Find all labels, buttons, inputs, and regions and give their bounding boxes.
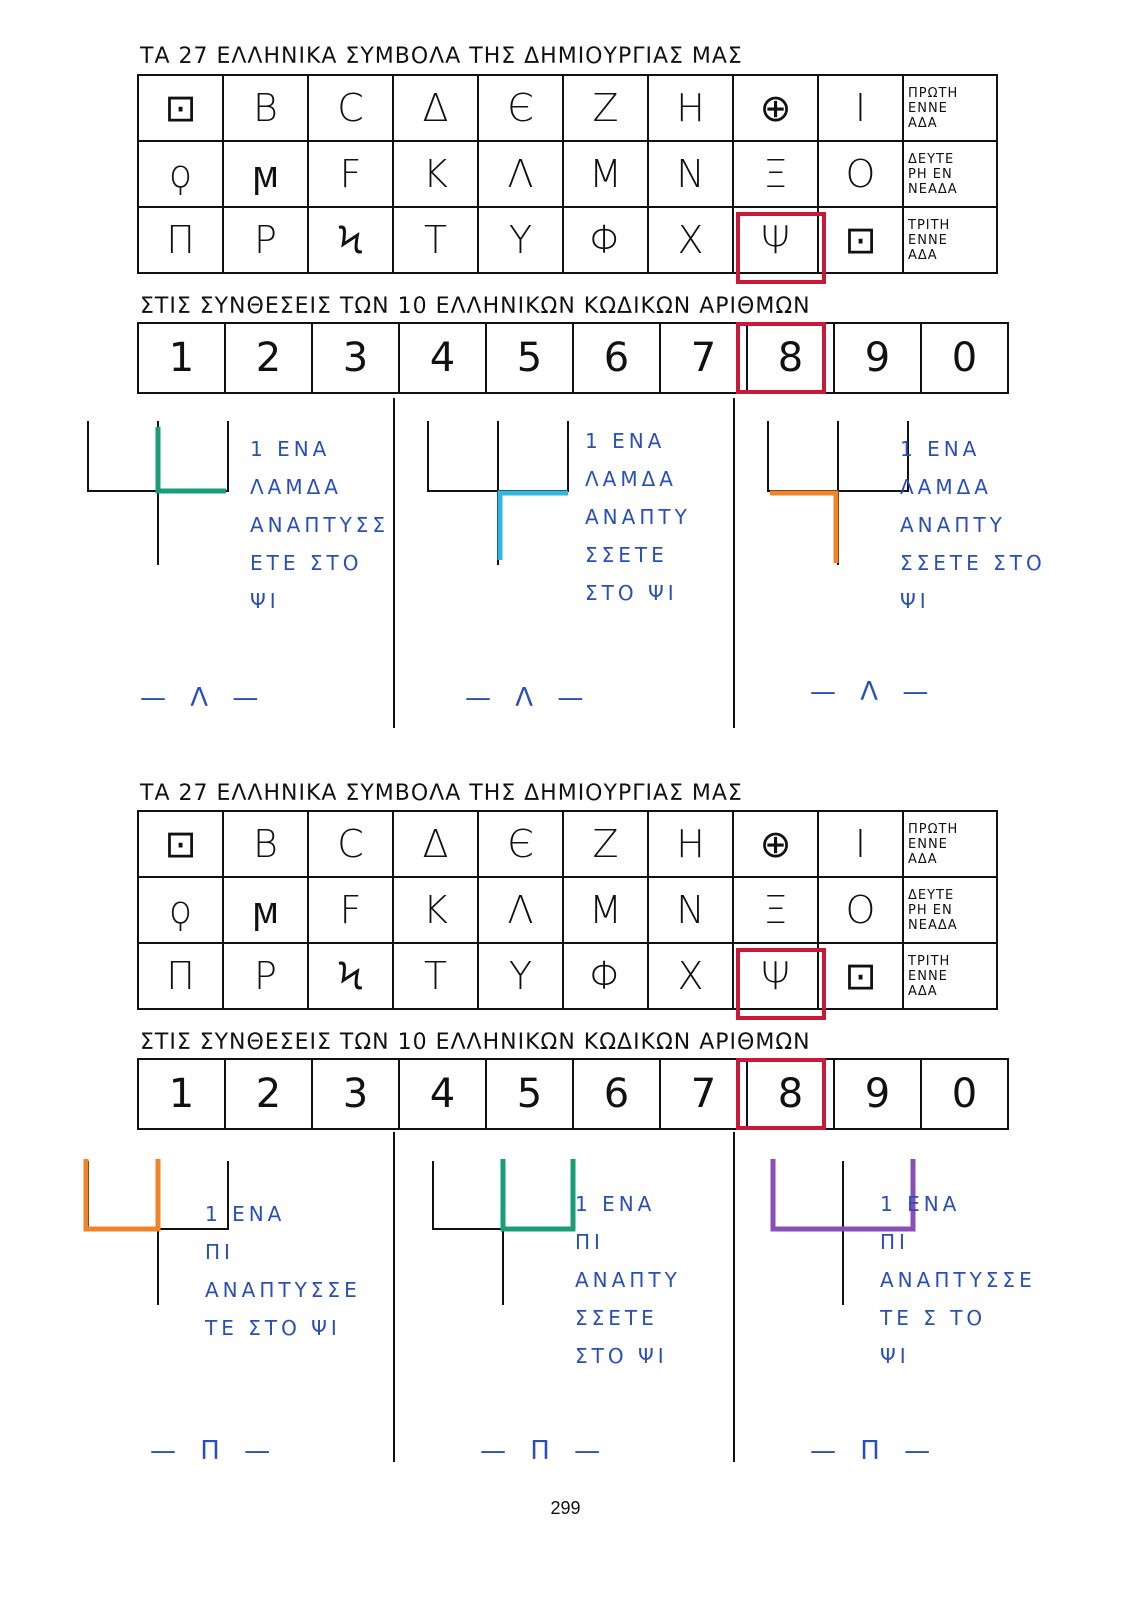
- numbers-header: ΣΤΙΣ ΣΥΝΘΕΣΕΙΣ ΤΩΝ 10 ΕΛΛΗΝΙΚΩΝ ΚΩΔΙΚΩΝ ΑΡΙΘΜΩΝ: [140, 294, 811, 319]
- number-cell: 6: [573, 1059, 660, 1129]
- row-label: ΔΕΥΤΕ ΡΗ ΕΝ ΝΕΑΔΑ: [903, 877, 997, 943]
- pi-mark: — Π —: [480, 1436, 609, 1466]
- pi-mark: — Π —: [150, 1436, 279, 1466]
- symbol-cell: B: [223, 811, 308, 877]
- alphabet-grid: [137, 810, 998, 1010]
- lambda-mark: — Λ —: [140, 683, 267, 713]
- symbol-cell: P: [223, 943, 308, 1009]
- symbol-cell: P: [223, 207, 308, 273]
- eight-highlight: [736, 1058, 826, 1130]
- symbol-cell: M: [563, 877, 648, 943]
- psi-highlight: [736, 948, 826, 1020]
- alphabet-header: ΤΑ 27 ΕΛΛΗΝΙΚΑ ΣΥΜΒΟΛΑ ΤΗΣ ΔΗΜΙΟΥΡΓΙΑΣ ΜΑΣ: [140, 44, 743, 69]
- symbol-cell: Π: [138, 207, 223, 273]
- symbol-cell: ϻ: [223, 141, 308, 207]
- number-cell: 8: [747, 323, 834, 393]
- symbol-cell: C: [308, 811, 393, 877]
- symbol-cell: K: [393, 141, 478, 207]
- symbol-cell: Λ: [478, 141, 563, 207]
- numbers-grid: [137, 1058, 1009, 1130]
- symbol-cell: C: [308, 75, 393, 141]
- number-cell: 5: [486, 323, 573, 393]
- psi-highlight: [736, 212, 826, 284]
- panel-divider: [393, 1132, 395, 1462]
- panel-instruction: 1 ΕΝΑ ΠΙ ΑΝΑΠΤΥΣΣΕ ΤΕ Σ ΤΟ ΨΙ: [880, 1192, 1036, 1368]
- number-cell: 4: [399, 323, 486, 393]
- symbol-cell: F: [308, 141, 393, 207]
- symbol-cell: I: [818, 811, 903, 877]
- symbol-cell: ⊕: [733, 811, 818, 877]
- symbol-cell: ⊡: [138, 811, 223, 877]
- symbol-cell: Ξ: [733, 141, 818, 207]
- page-number: 299: [550, 1498, 581, 1518]
- symbol-cell: Ξ: [733, 877, 818, 943]
- panel-instruction: 1 ΕΝΑ ΛΑΜΔΑ ΑΝΑΠΤΥ ΣΣΕΤΕ ΣΤΟ ΨΙ: [585, 429, 691, 605]
- row-label: ΠΡΩΤΗ ΕΝΝΕ ΑΔΑ: [903, 811, 997, 877]
- symbol-cell: K: [393, 877, 478, 943]
- symbol-cell: ϙ: [138, 877, 223, 943]
- symbol-cell: B: [223, 75, 308, 141]
- symbol-cell: Z: [563, 75, 648, 141]
- symbol-cell: H: [648, 811, 733, 877]
- pi-psi-diagram: [425, 1155, 585, 1315]
- symbol-cell: ⊡: [818, 207, 903, 273]
- symbol-cell: ⊡: [138, 75, 223, 141]
- number-cell: 1: [138, 323, 225, 393]
- lambda-psi-diagram: [760, 415, 920, 575]
- number-cell: 7: [660, 323, 747, 393]
- number-cell: 9: [834, 323, 921, 393]
- symbol-cell: Y: [478, 207, 563, 273]
- row-label: ΤΡΙΤΗ ΕΝΝΕ ΑΔΑ: [903, 943, 997, 1009]
- symbol-cell: Ψ: [733, 943, 818, 1009]
- symbol-cell: ⊕: [733, 75, 818, 141]
- number-cell: 6: [573, 323, 660, 393]
- panel-instruction: 1 ΕΝΑ ΛΑΜΔΑ ΑΝΑΠΤΥΣΣ ΕΤΕ ΣΤΟ ΨΙ: [250, 437, 390, 613]
- symbol-cell: H: [648, 75, 733, 141]
- lambda-mark: — Λ —: [465, 683, 592, 713]
- panel-divider: [733, 398, 735, 728]
- symbol-cell: O: [818, 877, 903, 943]
- panel-instruction: 1 ΕΝΑ ΠΙ ΑΝΑΠΤΥ ΣΣΕΤΕ ΣΤΟ ΨΙ: [575, 1192, 681, 1368]
- number-cell: 2: [225, 323, 312, 393]
- number-cell: 3: [312, 323, 399, 393]
- pi-mark: — Π —: [810, 1436, 939, 1466]
- panel-instruction: 1 ΕΝΑ ΛΑΜΔΑ ΑΝΑΠΤΥ ΣΣΕΤΕ ΣΤΟ ΨΙ: [900, 437, 1046, 613]
- symbol-cell: ⊡: [818, 943, 903, 1009]
- row-label: ΤΡΙΤΗ ΕΝΝΕ ΑΔΑ: [903, 207, 997, 273]
- symbol-cell: T: [393, 943, 478, 1009]
- symbol-cell: Ψ: [733, 207, 818, 273]
- number-cell: 3: [312, 1059, 399, 1129]
- numbers-grid: [137, 322, 1009, 394]
- symbol-cell: Δ: [393, 811, 478, 877]
- symbol-cell: Є: [478, 75, 563, 141]
- symbol-cell: Λ: [478, 877, 563, 943]
- number-cell: 0: [921, 323, 1008, 393]
- symbol-cell: Φ: [563, 207, 648, 273]
- number-cell: 2: [225, 1059, 312, 1129]
- symbol-cell: O: [818, 141, 903, 207]
- lambda-psi-diagram: [80, 415, 240, 575]
- symbol-cell: X: [648, 207, 733, 273]
- alphabet-header: ΤΑ 27 ΕΛΛΗΝΙΚΑ ΣΥΜΒΟΛΑ ΤΗΣ ΔΗΜΙΟΥΡΓΙΑΣ ΜΑΣ: [140, 781, 743, 806]
- symbol-cell: I: [818, 75, 903, 141]
- number-cell: 7: [660, 1059, 747, 1129]
- symbol-cell: Є: [478, 811, 563, 877]
- number-cell: 0: [921, 1059, 1008, 1129]
- symbol-cell: Φ: [563, 943, 648, 1009]
- lambda-mark: — Λ —: [810, 677, 937, 707]
- number-cell: 8: [747, 1059, 834, 1129]
- symbol-cell: M: [563, 141, 648, 207]
- symbol-cell: X: [648, 943, 733, 1009]
- symbol-cell: Π: [138, 943, 223, 1009]
- number-cell: 9: [834, 1059, 921, 1129]
- symbol-cell: T: [393, 207, 478, 273]
- symbol-cell: N: [648, 877, 733, 943]
- panel-divider: [393, 398, 395, 728]
- number-cell: 5: [486, 1059, 573, 1129]
- lambda-psi-diagram: [420, 415, 580, 575]
- symbol-cell: Ϟ: [308, 943, 393, 1009]
- symbol-cell: ϙ: [138, 141, 223, 207]
- symbol-cell: ϻ: [223, 877, 308, 943]
- row-label: ΠΡΩΤΗ ΕΝΝΕ ΑΔΑ: [903, 75, 997, 141]
- eight-highlight: [736, 322, 826, 394]
- alphabet-grid: [137, 74, 998, 274]
- symbol-cell: Ϟ: [308, 207, 393, 273]
- symbol-cell: Δ: [393, 75, 478, 141]
- symbol-cell: N: [648, 141, 733, 207]
- symbol-cell: F: [308, 877, 393, 943]
- numbers-header: ΣΤΙΣ ΣΥΝΘΕΣΕΙΣ ΤΩΝ 10 ΕΛΛΗΝΙΚΩΝ ΚΩΔΙΚΩΝ ΑΡΙΘΜΩΝ: [140, 1030, 811, 1055]
- panel-divider: [733, 1132, 735, 1462]
- panel-instruction: 1 ΕΝΑ ΠΙ ΑΝΑΠΤΥΣΣΕ ΤΕ ΣΤΟ ΨΙ: [205, 1202, 361, 1340]
- row-label: ΔΕΥΤΕ ΡΗ ΕΝ ΝΕΑΔΑ: [903, 141, 997, 207]
- symbol-cell: Y: [478, 943, 563, 1009]
- symbol-cell: Z: [563, 811, 648, 877]
- number-cell: 4: [399, 1059, 486, 1129]
- number-cell: 1: [138, 1059, 225, 1129]
